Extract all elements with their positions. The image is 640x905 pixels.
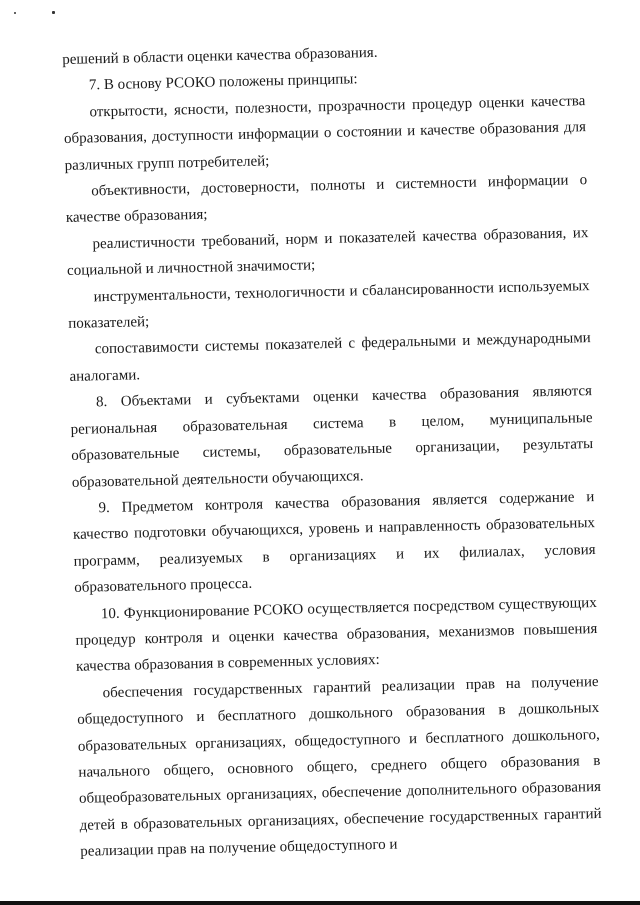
paragraph-item-9: 9. Предметом контроля качества образования является содержание и качество подготовки обучающихся, уровень и направленность образовательных программ, реализуемых в организациях и их филиалах, условия образовательного процесса. [72, 488, 596, 596]
principle-instrumentality: инструментальности, технологичности и сбалансированности используемых показателей; [68, 277, 590, 332]
principle-comparability: сопоставимости системы показателей с федеральными и международными аналогами. [69, 330, 591, 385]
paragraph-item-7: 7. В основу РСОКО положены принципы: [88, 71, 358, 94]
principle-objectivity: объективности, достоверности, полноты и системности информации о качестве образования; [65, 172, 588, 227]
paragraph-continuation: решений в области оценки качества образования. [62, 44, 378, 68]
scan-speck [14, 12, 16, 14]
paragraph-guarantees: обеспечения государственных гарантий реализации прав на получение общедоступного и бесплатного дошкольного образования в дошкольных образовательных организациях, общедоступного и бесплатного дошкольного, начального общего, основного общего, среднего общего образования в общеобразовательных организациях, обеспечение дополнительного образования детей в образовательных организациях, обеспечение государственных гарантий реализации прав на получение общедоступного и [77, 673, 602, 860]
paragraph-item-8: 8. Объектами и субъектами оценки качества образования являются региональная образовательная система в целом, муниципальные образовательные системы, образовательные организации, результаты образовательной деятельности обучающихся. [70, 383, 594, 491]
principle-openness: открытости, ясности, полезности, прозрачности процедур оценки качества образования, доступности информации о состоянии и качестве образования для различных групп потребителей; [63, 92, 587, 174]
principle-realism: реалистичности требований, норм и показателей качества образования, их социальной и личностной значимости; [66, 224, 589, 280]
document-body [62, 35, 602, 865]
paragraph-item-10: 10. Функционирование РСОКО осуществляется посредством существующих процедур контроля и оценки качества образования, механизмов повышения качества образования в современных условиях: [75, 594, 598, 676]
scan-speck [52, 11, 55, 14]
scan-edge [0, 901, 640, 905]
